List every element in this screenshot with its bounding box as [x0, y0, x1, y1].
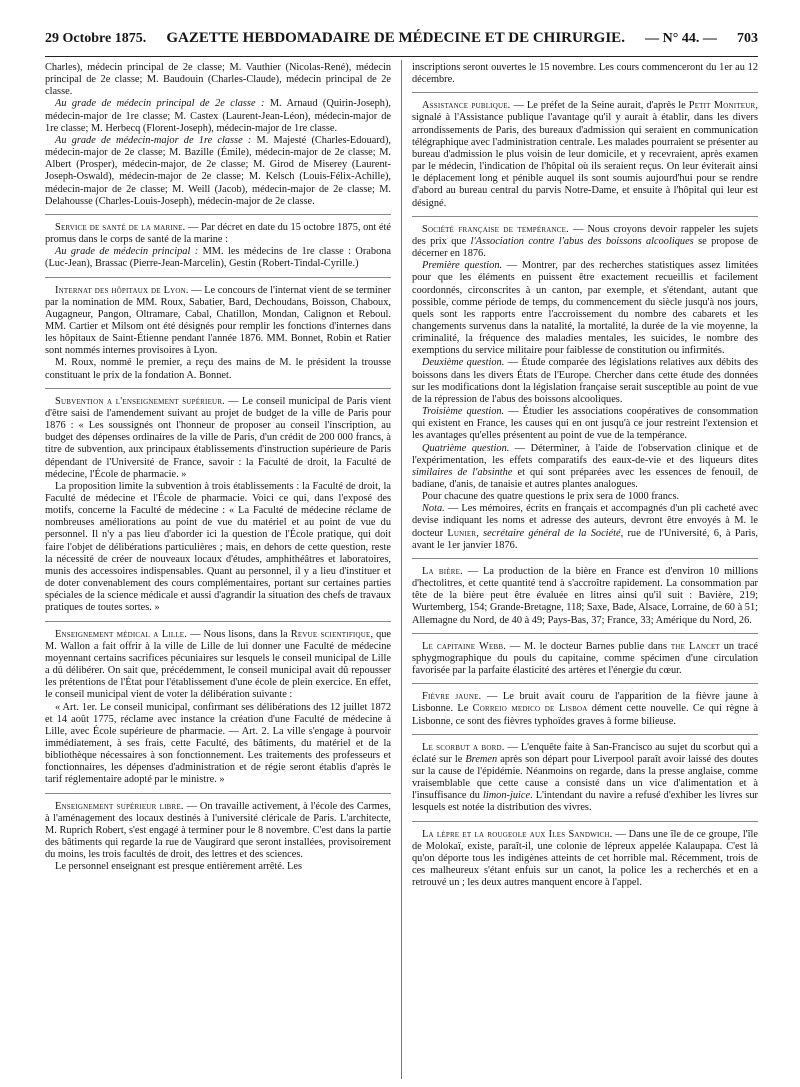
paragraph: Le personnel enseignant est presque entièrement arrêté. Les	[55, 861, 302, 873]
news-item-heading: Service de santé de la marine.	[55, 221, 186, 233]
section-divider	[412, 633, 758, 634]
section-divider	[412, 821, 758, 822]
header-title: GAZETTE HEBDOMADAIRE DE MÉDECINE ET DE CHIRURGIE.	[166, 30, 625, 46]
news-item-text: — Par décret en date du 15 octobre 1875, ont été promus dans le corps de santé de la marine :	[45, 221, 391, 246]
paragraph-text: M. Arnaud (Quirin-Joseph), médecin-major de 1re classe; M. Castex (Laurent-Jean-Léon), médecin-major de 1re classe; M. Herbecq (Florent-Joseph), médecin-major de 1re classe.	[45, 98, 391, 134]
paragraph-text: — Montrer, par des recherches statistiques assez limitées pour que les éléments en puissent être exactement recueillis et facilement coordonnés, circonscrites à un canton, par exemple, et s'étendant, autant que possible, comme période de temps, du commencement du siècle jusqu'à nos jours, quels sont les rapports entre l'accroissement du nombre des cabarets et les changements survenus dans la natalité, la mortalité, la durée de la vie moyenne, la criminalité, la fréquence des maladies mentales, les suicides, le nombre des exemptions du service militaire pour faiblesse de constitution ou infirmités.	[412, 260, 758, 357]
italic-lead: Au grade de médecin principal :	[55, 246, 199, 258]
news-item-text: — Dans une île de ce groupe, l'île de Molokaï, existe, paraît-il, une colonie de lépreux appelée Kalaupapa. C'est là qu'on déporte tous les indigènes atteints de cet horrible mal. Récemment, trois de ces malheureux s'étant enfuis sur un canot, la police les a recherchés et en a retrouvé un ; les deux autres manquent encore à l'appel.	[412, 828, 758, 889]
paragraph: Charles), médecin principal de 2e classe; M. Vauthier (Nicolas-René), médecin principal de 2e classe; M. Baudouin (Charles-Claude), médecin principal de 2e classe.	[45, 62, 391, 98]
paragraph	[45, 135, 391, 208]
italic-lead: Au grade de médecin principal de 2e classe :	[55, 98, 265, 110]
news-item	[45, 396, 391, 481]
left-column	[45, 62, 391, 1079]
section-divider	[45, 793, 391, 794]
news-item-text: . L'intendant du navire a refusé d'exhiber les livres sur lesquels est notée la distribution des vivres.	[412, 790, 758, 814]
news-item-text: — La production de la bière en France est d'environ 10 millions d'hectolitres, et cette quantité tend à s'accroître rapidement. La consommation par tête de la bière peut être évaluée en litres ainsi qu'il suit : Bavière, 219; Wurtemberg, 154; Grande-Bretagne, 118; Saxe, Bade, Alsace, Lorraine, de 60 à 51; Allemagne du Nord, de 40 à 49; Pays-Bas, 37; France, 33; Amérique du Nord, 26.	[412, 565, 758, 626]
news-item-heading: Internat des hôpitaux de Lyon.	[55, 284, 189, 296]
news-item-text: , que M. Wallon a fait offrir à la ville de Lille de lui donner une Faculté de médecine moyennant certains sacrifices pécuniaires sur lesquels le conseil municipal de Lille a dû délibérer. On sait que, précédemment, le conseil municipal avait dû repousser les prétentions de l'État pour l'établissement d'une école de plein exercice. En effet, le conseil municipal vient de voter la délibération suivante :	[45, 628, 391, 701]
paragraph	[412, 406, 758, 442]
paragraph-text: , rue de l'Université, 6, à Paris, avant le 1er janvier 1876.	[412, 527, 758, 551]
italic-lead: Première question.	[422, 260, 503, 272]
paragraph: Pour chacune des quatre questions le prix sera de 1000 francs.	[422, 491, 680, 503]
news-item	[412, 829, 758, 890]
header-page-number: 703	[736, 31, 758, 46]
news-item	[45, 801, 391, 862]
news-item-text: se propose de décerner en 1876.	[412, 235, 758, 260]
news-item	[45, 222, 391, 246]
section-divider	[45, 214, 391, 215]
news-item	[45, 629, 391, 702]
paragraph: M. Roux, nommé le premier, a reçu des mains de M. le président la trousse constituant le prix de la fondation A. Bonnet.	[45, 357, 391, 381]
news-item-text: — Le concours de l'internat vient de se terminer par la nomination de MM. Roux, Sabatier, Bard, Dechoudans, Boisson, Chaboux, Augagneur, Pangon, Oltramare, Cabal, Chatillon, Mondan, Calignon et Reboul. MM. Cartier et Milsom ont été désignés pour remplir les fonctions d'internes dans les hôpitaux de Saint-Étienne pendant l'année 1876. MM. Bonnet, Robin et Ratier sont nommés internes provisoires à Lyon.	[45, 284, 391, 357]
italic-lead: Deuxième question.	[422, 357, 505, 369]
running-header	[45, 30, 758, 54]
column-separator	[401, 60, 402, 1079]
news-item	[412, 742, 758, 815]
italic-term: secrétaire général de la Société	[483, 527, 621, 539]
italic-lead: Nota.	[422, 503, 445, 515]
section-divider	[412, 92, 758, 93]
section-divider	[412, 558, 758, 559]
paragraph	[45, 246, 391, 270]
news-item-text: après son départ pour Liverpool paraît avoir laissé des doutes sur la cause de l'épidémie. Néanmoins on regarde, dans la presse anglaise, comme vraisemblable que cette cause a consisté dans un vice d'alimentation et à l'insuffisance du	[412, 753, 758, 802]
news-item-text: dément cette nouvelle. Ce qui règne à Lisbonne, ce sont des fièvres typhoïdes graves à forme bilieuse.	[412, 703, 758, 727]
news-item-heading: Assistance publique.	[422, 100, 511, 112]
news-item-heading: Enseignement supérieur libre.	[55, 800, 184, 812]
paragraph	[412, 503, 758, 552]
journal-name: Petit Moniteur	[688, 100, 756, 112]
paragraph: La proposition limite la subvention à trois établissements : la Faculté de droit, la Faculté de médecine et l'École de pharmacie. Voici ce qui, dans l'exposé des motifs, concerne la Faculté de médecine : « La Faculté de médecine réclame de nombreuses améliorations au point de vue du matériel et au point de vue du personnel. Il n'y a pas lieu d'aborder ici la question de l'École pratique, qui doit faire l'objet de délibérations particulières ; mais, en dehors de cette question, reste la nécessité de créer de nouveaux locaux d'études, amphithéâtres et laboratoires, munis des accessoires indispensables. Quant au personnel, il y a lieu d'instituer et de doter convenablement des cours complémentaires, portant sur certaines parties spéciales de la science médicale et aussi d'agrandir la situation des chefs de travaux pratiques de toutes sortes. »	[45, 480, 391, 614]
news-item-text: — Nous croyons devoir rappeler les sujets des prix que	[412, 223, 758, 247]
news-item-heading: Fièvre jaune.	[422, 691, 482, 703]
news-item-heading: Subvention a l'enseignement supérieur.	[55, 395, 225, 407]
right-column	[412, 62, 758, 1079]
person-name: Lunier	[447, 527, 477, 539]
paragraph	[45, 98, 391, 134]
news-item-heading: La bière.	[422, 565, 463, 577]
news-item-text: — Le conseil municipal de Paris vient d'être saisi de l'amendement suivant au projet de budget de la ville de Paris pour 1876 : « Les soussignés ont l'honneur de proposer au conseil l'inscription, au budget des dépenses ordinaires de la ville de Paris, d'un crédit de 200 000 francs, à titre de subvention, aux principaux établissements d'instruction supérieure de Paris dépendant de l'Université de France, savoir : la Faculté de droit, la Faculté de médecine, l'École de pharmacie. »	[45, 395, 391, 480]
italic-term: similaires de l'absinthe	[412, 466, 513, 478]
paragraph-text: MM. les médecins de 1re classe : Orabona (Luc-Jean), Brassac (Pierre-Jean-Marcelin), Gestin (Robert-Tindal-Cyrille.)	[45, 246, 391, 270]
news-item-heading: Enseignement médical a Lille.	[55, 628, 188, 640]
paragraph-text: — Étudier les associations coopératives de consommation qui existent en France, les causes qui en ont jusqu'à ce jour restreint l'extension et les avantages qu'elles présentent au point de vue de la tempérance.	[412, 406, 758, 442]
section-divider	[45, 277, 391, 278]
journal-name: Revue scientifique	[290, 628, 371, 640]
italic-lead: Troisième question.	[422, 406, 505, 418]
news-item-text: — Le bruit avait couru de l'apparition de la fièvre jaune à Lisbonne. Le	[412, 691, 758, 715]
header-date: 29 Octobre 1875.	[45, 31, 147, 46]
news-item	[412, 566, 758, 627]
paragraph-text: — Déterminer, à l'aide de l'observation clinique et de l'expérimentation, les effets comparatifs des eaux-de-vie et des liqueurs dites	[412, 442, 758, 466]
journal-name: the Lancet	[670, 640, 720, 652]
paragraph-text: — Les mémoires, écrits en français et accompagnés d'un pli cacheté avec devise indiquant les noms et adresse des auteurs, devront être envoyés à M. le docteur	[412, 503, 758, 539]
paragraph-text: M. Majesté (Charles-Edouard), médecin-major de 2e classe; M. Bazille (Émile), médecin-major de 2e classe; M. Albert (Prosper), médecin-major, de 2e classe; M. Girod de Miserey (Laurent-Joseph-Oswald), médecin-major de 2e classe; M. Kelsch (Louis-Félix-Achille), médecin-major de 2e classe; M. Weill (Jacob), médecin-major de 2e classe; M. Delahousse (Charles-Louis-Joseph), médecin-major de 2e classe.	[45, 134, 391, 207]
paragraph-text: et qui sont préparées avec les essences de fenouil, de badiane, d'anis, de tanaisie et autres plantes analogues.	[412, 466, 758, 490]
paragraph: inscriptions seront ouvertes le 15 novembre. Les cours commenceront du 1er au 12 décembre.	[412, 62, 758, 86]
news-item-heading: La lèpre et la rougeole aux Iles Sandwich.	[422, 828, 613, 840]
journal-name: Correio medico de Lisboa	[472, 703, 588, 715]
news-item	[412, 224, 758, 260]
news-item	[412, 100, 758, 209]
header-issue: — N° 44. —	[645, 31, 717, 46]
news-item-heading: Le scorbut a bord.	[422, 741, 505, 753]
news-item-text: — Nous lisons, dans la	[187, 628, 291, 640]
news-item-text: , signalé à l'Assistance publique l'avantage qu'il y aurait à établir, dans les divers arrondissements de Paris, des bureaux d'admission qui seraient en communication télégraphique avec l'administration centrale. Les malades pourraient se présenter au bureau d'admission le plus voisin de leur domicile, et y recevraient, après examen par le médecin, l'indication de l'hôpital où ils seraient reçus. On leur éviterait ainsi le déplacement long et pénible auquel ils sont soumis aujourd'hui pour se rendre d'abord au bureau central du parvis Notre-Dame, et ensuite à l'hôpital qui leur est désigné.	[412, 100, 758, 209]
news-item	[412, 691, 758, 727]
section-divider	[412, 216, 758, 217]
section-divider	[45, 388, 391, 389]
news-item-heading: Société française de tempérance.	[422, 223, 569, 235]
association-name: l'Association contre l'abus des boissons alcooliques	[470, 235, 694, 247]
paragraph	[412, 357, 758, 406]
italic-term: limon-juice	[482, 790, 531, 802]
paragraph-text: — Étude comparée des législations relatives aux débits des boissons dans les divers États de l'Europe. Chercher dans cette étude des données sur les modifications dont la législation française serait susceptible au point de vue de la répression de l'abus des boissons alcooliques.	[412, 357, 758, 405]
section-divider	[45, 621, 391, 622]
news-item	[412, 641, 758, 677]
section-divider	[412, 734, 758, 735]
section-divider	[412, 683, 758, 684]
news-item-text: un tracé sphygmographique du pouls du capitaine, comme spécimen d'une circulation favorisée par la parfaite élasticité des artères et l'énergie du cœur.	[412, 640, 758, 677]
paragraph	[412, 443, 758, 492]
italic-lead: Quatrième question.	[422, 442, 510, 454]
header-rule	[45, 56, 758, 57]
paragraph: « Art. 1er. Le conseil municipal, confirmant ses délibérations des 12 juillet 1872 et 14 août 1775, réclame avec instance la création d'une Faculté de médecine à Lille, avec École supérieure de pharmacie. — Art. 2. La ville s'engage à pourvoir immédiatement, à ses frais, cette Faculté, des bâtiments, du matériel et de la bibliothèque nécessaires à son fonctionnement. Les traitements des professeurs et fonctionnaires, les dépenses d'administration et de régie seront établis d'après le tarif réglementaire adopté par le ministre. »	[45, 701, 391, 786]
paragraph	[412, 260, 758, 357]
news-item-text: — On travaille activement, à l'école des Carmes, à l'aménagement des locaux destinés à l'université cléricale de Paris. L'architecte, M. Ruprich Robert, s'est engagé à terminer pour le 8 novembre. C'est dans la partie des bâtiments qui regarde la rue de Vaugirard que seront installées, provisoirement du moins, les trois facultés de droit, des lettres et des sciences.	[45, 800, 391, 861]
news-item-text: — L'enquête faite à San-Francisco au sujet du scorbut qui a éclaté sur le	[412, 741, 758, 765]
news-item-text: — M. le docteur Barnes publie dans	[506, 640, 671, 652]
paragraph-text: ,	[476, 527, 484, 539]
news-item-text: — Le préfet de la Seine aurait, d'après le	[510, 100, 689, 112]
news-item-heading: Le capitaine Webb.	[422, 640, 507, 652]
italic-lead: Au grade de médecin-major de 1re classe :	[55, 134, 252, 146]
ship-name: Bremen	[465, 753, 498, 765]
news-item	[45, 285, 391, 358]
